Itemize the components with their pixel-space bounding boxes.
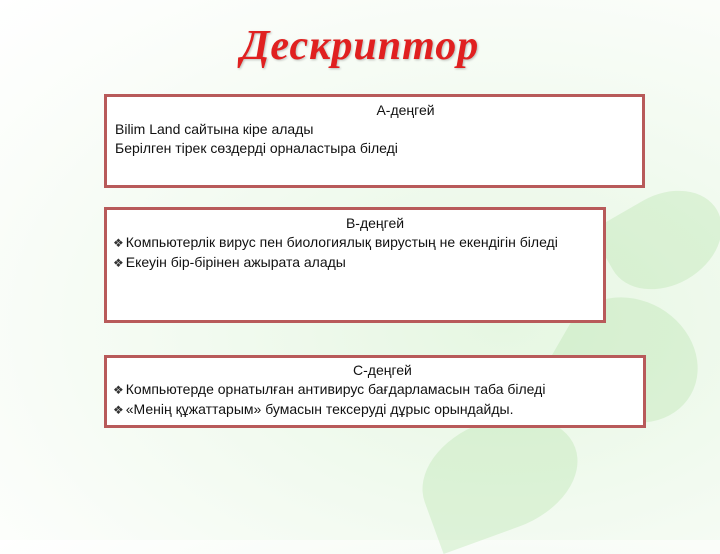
diamond-bullet-icon: ❖ <box>113 236 124 250</box>
diamond-bullet-icon: ❖ <box>113 383 124 397</box>
diamond-bullet-icon: ❖ <box>113 403 124 417</box>
bullet-item <box>113 400 637 420</box>
level-b-box <box>104 207 606 323</box>
level-a-box <box>104 94 645 188</box>
bullet-text: Компьютерде орнатылған антивирус бағдарламасын таба біледі <box>125 381 546 397</box>
level-heading: С-деңгей <box>353 362 412 378</box>
level-heading: А-деңгей <box>376 102 435 118</box>
page-title: Дескриптор <box>240 23 480 69</box>
bullet-text: «Менің құжаттарым» бумасын тексеруді дұрыс орындайды. <box>125 401 514 417</box>
diamond-bullet-icon: ❖ <box>113 256 124 270</box>
level-line: Bilim Land сайтына кіре алады <box>115 121 314 137</box>
decorative-flower <box>591 171 720 309</box>
level-heading: В-деңгей <box>345 215 405 231</box>
level-c-box <box>104 355 646 428</box>
bullet-item <box>113 233 597 253</box>
bullet-text: Компьютерлік вирус пен биологиялық вирустың не екендігін біледі <box>125 234 558 250</box>
bullet-item <box>113 253 597 273</box>
level-line: Берілген тірек сөздерді орналастыра біледі <box>115 140 398 156</box>
bullet-item <box>113 380 637 400</box>
bullet-text: Екеуін бір-бірінен ажырата алады <box>125 254 346 270</box>
